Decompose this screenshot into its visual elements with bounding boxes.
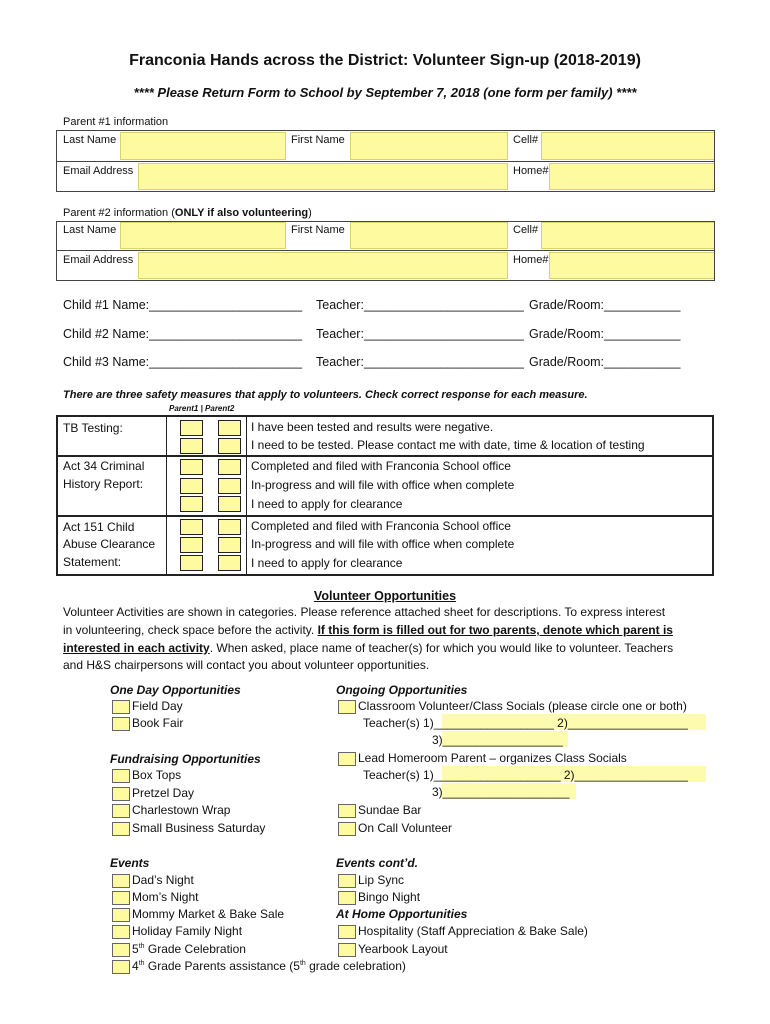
dads-night-checkbox[interactable] <box>112 874 130 888</box>
tb-negative-parent1-checkbox[interactable] <box>180 420 203 436</box>
opportunities-paragraph-line1: Volunteer Activities are shown in categories. Please reference attached sheet for descriptions. To express interest <box>63 605 666 619</box>
small-business-saturday-label: Small Business Saturday <box>132 821 266 835</box>
child3-grade[interactable]: Grade/Room:___________ <box>529 355 681 369</box>
fourth-grade-parents-checkbox[interactable] <box>112 960 130 974</box>
act34-apply-parent1-checkbox[interactable] <box>180 496 203 512</box>
on-call-volunteer-checkbox[interactable] <box>338 822 356 836</box>
act151-option-completed: Completed and filed with Franconia School office <box>251 519 511 533</box>
dads-night-label: Dad’s Night <box>132 873 194 887</box>
tb-option-need-test: I need to be tested. Please contact me with date, time & location of testing <box>251 438 645 452</box>
page-title: Franconia Hands across the District: Volunteer Sign-up (2018-2019) <box>129 52 641 69</box>
parent2-last-name-label: Last Name <box>63 224 117 236</box>
bingo-night-label: Bingo Night <box>358 890 421 904</box>
sundae-bar-checkbox[interactable] <box>338 804 356 818</box>
small-business-saturday-checkbox[interactable] <box>112 822 130 836</box>
tb-need-test-parent1-checkbox[interactable] <box>180 438 203 454</box>
sundae-bar-label: Sundae Bar <box>358 803 422 817</box>
parent2-first-name-label: First Name <box>291 224 345 236</box>
field-day-checkbox[interactable] <box>112 700 130 714</box>
fundraising-heading: Fundraising Opportunities <box>110 752 261 766</box>
parent1-email-field[interactable] <box>138 163 508 190</box>
lip-sync-label: Lip Sync <box>358 873 405 887</box>
parent1-home-field[interactable] <box>549 163 715 190</box>
divider <box>166 415 167 576</box>
book-fair-label: Book Fair <box>132 716 184 730</box>
divider <box>56 130 715 131</box>
act151-label-line2: Abuse Clearance <box>63 537 156 551</box>
parent1-email-label: Email Address <box>63 165 134 177</box>
parent1-last-name-field[interactable] <box>120 132 286 160</box>
child1-teacher[interactable]: Teacher:_______________________ <box>316 298 524 312</box>
opportunities-paragraph-line4: and H&S chairpersons will contact you about volunteer opportunities. <box>63 658 430 672</box>
act34-inprogress-parent1-checkbox[interactable] <box>180 478 203 494</box>
mommy-market-checkbox[interactable] <box>112 908 130 922</box>
holiday-family-night-label: Holiday Family Night <box>132 924 243 938</box>
act151-option-inprogress: In-progress and will file with office when complete <box>251 537 515 551</box>
lip-sync-checkbox[interactable] <box>338 874 356 888</box>
fourth-grade-parents-label: 4th Grade Parents assistance (5th grade celebration) <box>132 959 406 973</box>
act151-option-apply: I need to apply for clearance <box>251 556 403 570</box>
child3-teacher[interactable]: Teacher:_______________________ <box>316 355 524 369</box>
child3-name[interactable]: Child #3 Name:______________________ <box>63 355 303 369</box>
events-heading: Events <box>110 856 150 870</box>
parent2-last-name-field[interactable] <box>120 222 286 249</box>
act34-option-completed: Completed and filed with Franconia School office <box>251 459 511 473</box>
act151-label-line3: Statement: <box>63 555 122 569</box>
parent1-heading: Parent #1 information <box>63 116 169 128</box>
fifth-grade-celebration-label: 5th Grade Celebration <box>132 942 246 956</box>
parent2-email-label: Email Address <box>63 254 134 266</box>
classroom-teacher-line3: 3)__________________ <box>432 733 563 747</box>
ongoing-heading: Ongoing Opportunities <box>336 683 468 697</box>
opportunities-paragraph-line3: interested in each activity. When asked, place name of teacher(s) for which you would like to volunteer. Teachers <box>63 641 674 655</box>
on-call-volunteer-label: On Call Volunteer <box>358 821 453 835</box>
hospitality-label: Hospitality (Staff Appreciation & Bake Sale) <box>358 924 588 938</box>
act34-completed-parent1-checkbox[interactable] <box>180 459 203 475</box>
yearbook-layout-checkbox[interactable] <box>338 943 356 957</box>
parent2-home-label: Home# <box>513 254 549 266</box>
parent1-last-name-label: Last Name <box>63 134 117 146</box>
act34-option-apply: I need to apply for clearance <box>251 497 403 511</box>
classroom-volunteer-label: Classroom Volunteer/Class Socials (please circle one or both) <box>358 699 687 713</box>
one-day-heading: One Day Opportunities <box>110 683 241 697</box>
charlestown-wrap-label: Charlestown Wrap <box>132 803 231 817</box>
act34-inprogress-parent2-checkbox[interactable] <box>218 478 241 494</box>
divider <box>714 221 715 281</box>
parent1-cell-label: Cell# <box>513 134 539 146</box>
child2-grade[interactable]: Grade/Room:___________ <box>529 327 681 341</box>
events-cont-heading: Events cont’d. <box>336 856 419 870</box>
parent1-cell-field[interactable] <box>541 132 715 160</box>
divider <box>56 161 715 162</box>
divider <box>56 280 715 281</box>
divider <box>56 221 57 281</box>
page-subtitle: **** Please Return Form to School by September 7, 2018 (one form per family) **** <box>133 85 637 100</box>
act34-apply-parent2-checkbox[interactable] <box>218 496 241 512</box>
tb-negative-parent2-checkbox[interactable] <box>218 420 241 436</box>
field-day-label: Field Day <box>132 699 183 713</box>
pretzel-day-checkbox[interactable] <box>112 787 130 801</box>
parent2-first-name-field[interactable] <box>350 222 508 249</box>
divider <box>56 130 57 192</box>
act34-option-inprogress: In-progress and will file with office when complete <box>251 478 515 492</box>
at-home-heading: At Home Opportunities <box>336 907 468 921</box>
act34-label-line1: Act 34 Criminal <box>63 459 145 473</box>
parent2-cell-label: Cell# <box>513 224 539 236</box>
child1-grade[interactable]: Grade/Room:___________ <box>529 298 681 312</box>
hospitality-checkbox[interactable] <box>338 925 356 939</box>
divider <box>246 415 247 576</box>
act151-inprogress-parent2-checkbox[interactable] <box>218 537 241 553</box>
moms-night-label: Mom’s Night <box>132 890 199 904</box>
yearbook-layout-label: Yearbook Layout <box>358 942 448 956</box>
divider <box>56 250 715 251</box>
parent2-email-field[interactable] <box>138 252 508 279</box>
act151-apply-parent2-checkbox[interactable] <box>218 555 241 571</box>
child2-name[interactable]: Child #2 Name:______________________ <box>63 327 303 341</box>
box-tops-label: Box Tops <box>132 768 182 782</box>
tb-need-test-parent2-checkbox[interactable] <box>218 438 241 454</box>
classroom-volunteer-checkbox[interactable] <box>338 700 356 714</box>
parent1-first-name-label: First Name <box>291 134 345 146</box>
book-fair-checkbox[interactable] <box>112 717 130 731</box>
parent1-home-label: Home# <box>513 165 549 177</box>
parent1-first-name-field[interactable] <box>350 132 508 160</box>
charlestown-wrap-checkbox[interactable] <box>112 804 130 818</box>
parent2-heading: Parent #2 information (ONLY if also volunteering) <box>63 207 312 219</box>
act151-inprogress-parent1-checkbox[interactable] <box>180 537 203 553</box>
divider <box>56 455 714 457</box>
moms-night-checkbox[interactable] <box>112 891 130 905</box>
act151-apply-parent1-checkbox[interactable] <box>180 555 203 571</box>
tb-testing-label: TB Testing: <box>63 421 123 435</box>
bingo-night-checkbox[interactable] <box>338 891 356 905</box>
parent2-home-field[interactable] <box>549 252 715 279</box>
mommy-market-label: Mommy Market & Bake Sale <box>132 907 285 921</box>
act34-completed-parent2-checkbox[interactable] <box>218 459 241 475</box>
opportunities-paragraph-line2: in volunteering, check space before the activity. If this form is filled out for two parents, denote which parent is <box>63 623 673 637</box>
lead-homeroom-label: Lead Homeroom Parent – organizes Class Socials <box>358 751 627 765</box>
classroom-teacher-line-overlay: Teacher(s) 1)__________________ 2)__________________ <box>363 716 688 730</box>
act151-completed-parent2-checkbox[interactable] <box>218 519 241 535</box>
act151-label-line1: Act 151 Child <box>63 520 135 534</box>
act34-label-line2: History Report: <box>63 477 144 491</box>
divider <box>56 191 715 192</box>
fifth-grade-celebration-checkbox[interactable] <box>112 943 130 957</box>
act151-completed-parent1-checkbox[interactable] <box>180 519 203 535</box>
pretzel-day-label: Pretzel Day <box>132 786 195 800</box>
tb-option-negative: I have been tested and results were negative. <box>251 420 494 434</box>
opportunities-heading: Volunteer Opportunities <box>313 589 457 603</box>
divider <box>56 515 714 517</box>
child1-name[interactable]: Child #1 Name:______________________ <box>63 298 303 312</box>
box-tops-checkbox[interactable] <box>112 769 130 783</box>
homeroom-teacher-line3: 3)___________________ <box>432 785 570 799</box>
holiday-family-night-checkbox[interactable] <box>112 925 130 939</box>
lead-homeroom-checkbox[interactable] <box>338 752 356 766</box>
safety-intro: There are three safety measures that apply to volunteers. Check correct response for each measure. <box>63 389 588 401</box>
child2-teacher[interactable]: Teacher:_______________________ <box>316 327 524 341</box>
parent2-cell-field[interactable] <box>541 222 715 249</box>
divider <box>714 130 715 192</box>
homeroom-teacher-line: Teacher(s) 1)___________________ 2)_________________ <box>363 768 688 782</box>
parent-column-header: Parent1 | Parent2 <box>169 404 235 413</box>
